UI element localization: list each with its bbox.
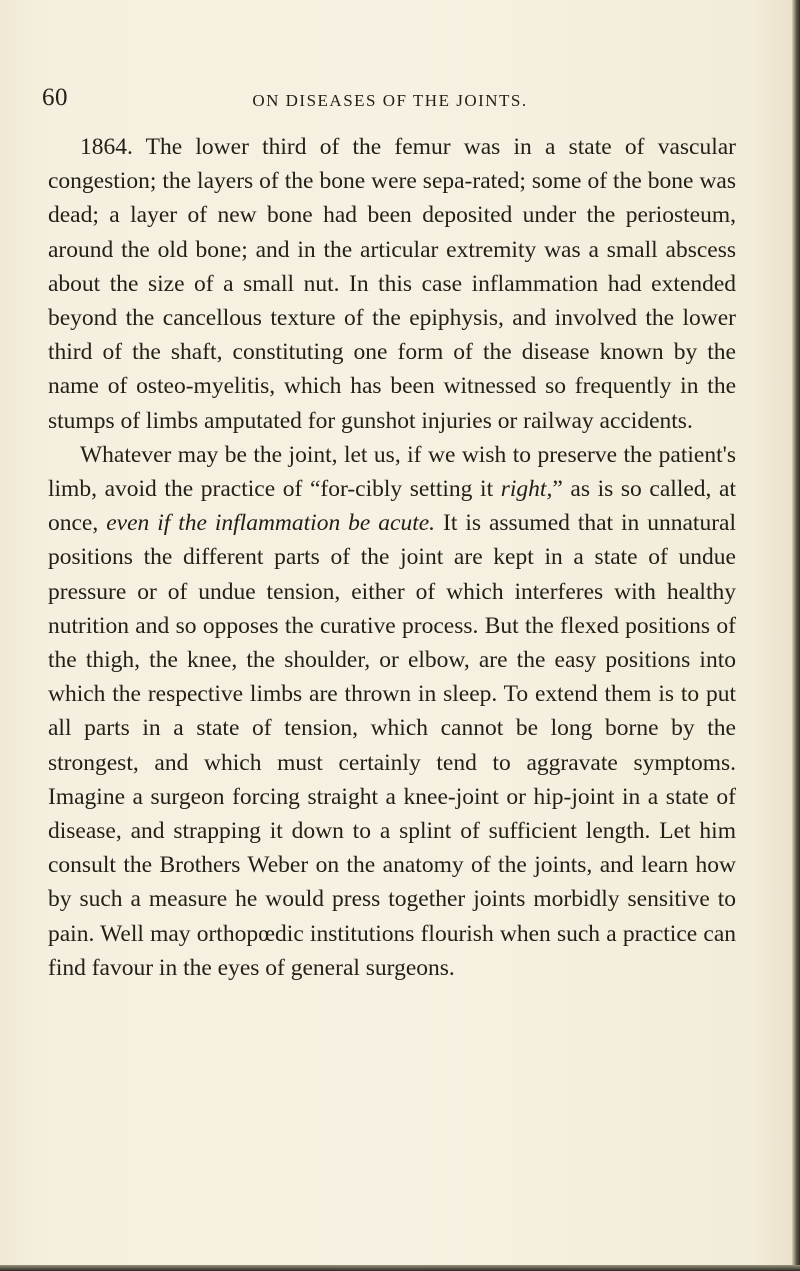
binding-edge-shadow (792, 0, 800, 1271)
paragraph-2 (48, 438, 736, 985)
paragraph-2-text: ” as is so called, at once, (48, 476, 736, 537)
page-number: 60 (42, 84, 68, 111)
italic-right: right, (500, 476, 553, 503)
paragraph-1 (48, 130, 736, 438)
paragraph-1-text: 1864. The lower third of the femur was in a state of vascular congestion; the layers of the bone were sepa-rated; some of the bone was dead; a layer of new bone had been deposited under the periosteum, around the old bone; and in the articular extremity was a small abscess about the size of a small nut. In this case inflammation had extended beyond the cancellous texture of the epiphysis, and involved the lower third of the shaft, constituting one form of the disease known by the name of osteo-myelitis, which has been witnessed so frequently in the stumps of limbs amputated for gunshot injuries or railway accidents. (48, 134, 736, 434)
running-head: ON DISEASES OF THE JOINTS. (252, 91, 528, 110)
paragraph-2-text: Whatever may be the joint, let us, if we wish to preserve the patient's limb, avoid the practice of “for-cibly setting it (48, 441, 736, 503)
body-text (48, 130, 736, 985)
page-bottom-edge (0, 1265, 800, 1271)
italic-acute-phrase: even if the inflammation be acute. (106, 510, 436, 537)
page-header (40, 84, 740, 114)
paragraph-2-text: It is assumed that in unnatural positions the different parts of the joint are kept in a state of undue pressure or of undue tension, either of which interferes with healthy nutrition and so opposes the curative process. But the flexed positions of the thigh, the knee, the shoulder, or elbow, are the easy positions into which the respective limbs are thrown in sleep. To extend them is to put all parts in a state of tension, which cannot be long borne by the strongest, and which must certainly tend to aggravate symptoms. Imagine a surgeon forcing straight a knee-joint or hip-joint in a state of disease, and strapping it down to a splint of sufficient length. Let him consult the Brothers Weber on the anatomy of the joints, and learn how by such a measure he would press together joints morbidly sensitive to pain. Well may orthopœdic institutions flourish when such a practice can find favour in the eyes of general surgeons. (48, 510, 736, 981)
